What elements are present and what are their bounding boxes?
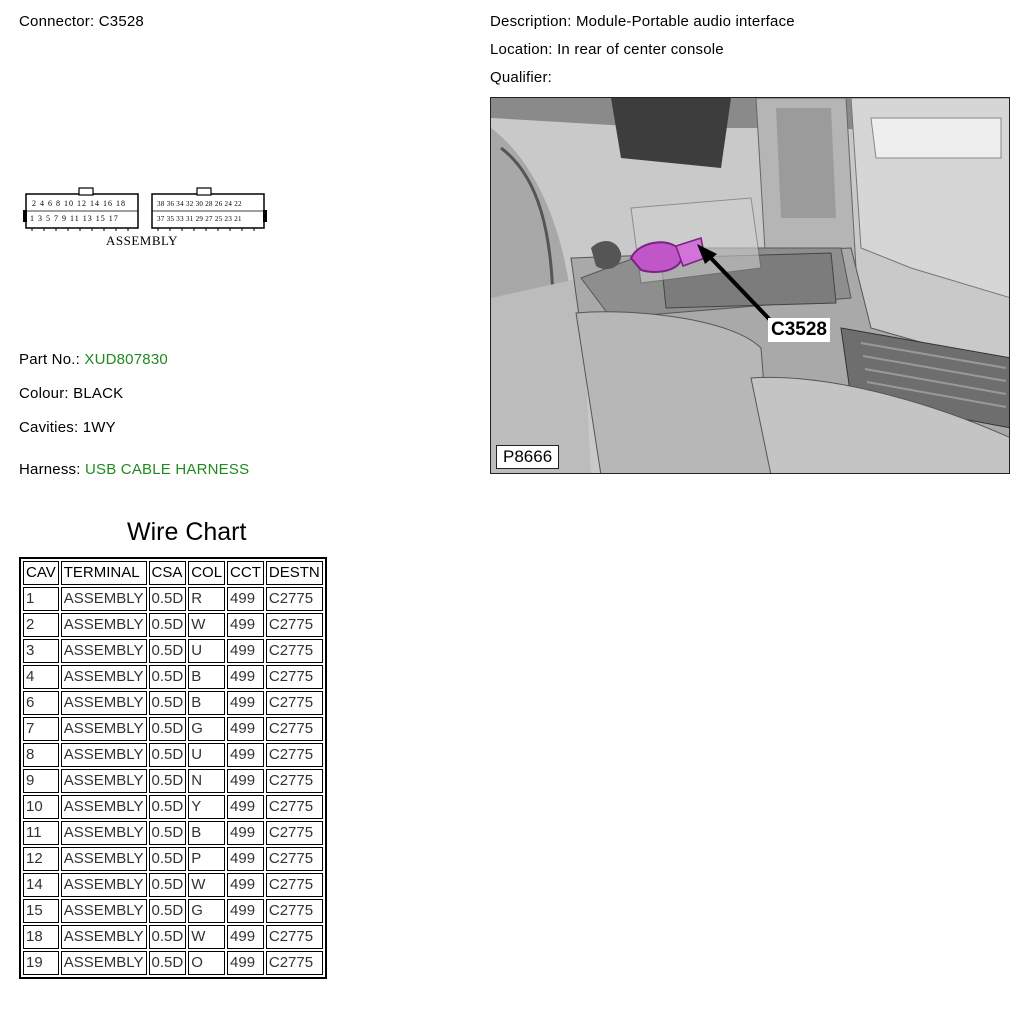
column-header-col: COL [188, 561, 225, 585]
cell-destn: C2775 [266, 743, 323, 767]
cell-terminal: ASSEMBLY [61, 639, 147, 663]
cell-col: W [188, 925, 225, 949]
wire-chart-header-row [23, 561, 323, 585]
cell-destn: C2775 [266, 821, 323, 845]
cell-csa: 0.5D [149, 691, 187, 715]
cell-destn: C2775 [266, 795, 323, 819]
cell-cct: 499 [227, 821, 264, 845]
connector-label: Connector: [19, 13, 95, 30]
wire-chart-body [23, 587, 323, 975]
cell-terminal: ASSEMBLY [61, 951, 147, 975]
table-row [23, 639, 323, 663]
cell-col: G [188, 717, 225, 741]
left-bottom-pin-numbers: 1 3 5 7 9 11 13 15 17 [30, 214, 119, 223]
cell-csa: 0.5D [149, 847, 187, 871]
cell-cct: 499 [227, 691, 264, 715]
cell-col: O [188, 951, 225, 975]
cell-col: U [188, 743, 225, 767]
qualifier-field [490, 69, 552, 86]
cell-cct: 499 [227, 925, 264, 949]
cell-cav: 19 [23, 951, 59, 975]
cell-destn: C2775 [266, 587, 323, 611]
table-row [23, 769, 323, 793]
table-row [23, 665, 323, 689]
console-illustration [491, 98, 1010, 474]
cell-col: W [188, 613, 225, 637]
cell-cct: 499 [227, 847, 264, 871]
cell-csa: 0.5D [149, 613, 187, 637]
colour-field [19, 385, 123, 402]
cell-csa: 0.5D [149, 795, 187, 819]
qualifier-label: Qualifier: [490, 69, 553, 86]
cell-cav: 18 [23, 925, 59, 949]
cell-destn: C2775 [266, 613, 323, 637]
cell-col: B [188, 665, 225, 689]
cell-terminal: ASSEMBLY [61, 743, 147, 767]
cell-csa: 0.5D [149, 951, 187, 975]
cell-destn: C2775 [266, 639, 323, 663]
cell-destn: C2775 [266, 717, 323, 741]
table-row [23, 795, 323, 819]
table-row [23, 847, 323, 871]
cell-destn: C2775 [266, 925, 323, 949]
cell-col: W [188, 873, 225, 897]
cell-cav: 4 [23, 665, 59, 689]
table-row [23, 899, 323, 923]
cell-col: U [188, 639, 225, 663]
colour-label: Colour: [19, 385, 69, 402]
column-header-cct: CCT [227, 561, 264, 585]
cell-cct: 499 [227, 795, 264, 819]
table-row [23, 925, 323, 949]
cell-terminal: ASSEMBLY [61, 613, 147, 637]
cell-cav: 11 [23, 821, 59, 845]
cell-terminal: ASSEMBLY [61, 873, 147, 897]
cell-cct: 499 [227, 639, 264, 663]
connector-field [19, 13, 144, 30]
table-row [23, 951, 323, 975]
cell-terminal: ASSEMBLY [61, 717, 147, 741]
location-field [490, 41, 724, 58]
harness-label: Harness: [19, 461, 81, 478]
wire-chart-title: Wire Chart [127, 518, 247, 546]
cell-terminal: ASSEMBLY [61, 821, 147, 845]
table-row [23, 743, 323, 767]
cell-col: Y [188, 795, 225, 819]
cell-cav: 1 [23, 587, 59, 611]
cell-cct: 499 [227, 717, 264, 741]
cell-cct: 499 [227, 951, 264, 975]
cell-cav: 2 [23, 613, 59, 637]
cavities-label: Cavities: [19, 419, 79, 436]
cell-cct: 499 [227, 873, 264, 897]
part-number-field [19, 351, 168, 368]
harness-link[interactable]: USB CABLE HARNESS [85, 461, 250, 478]
photo-callout-label: C3528 [768, 318, 830, 342]
column-header-csa: CSA [149, 561, 187, 585]
right-bottom-pin-numbers: 37 35 33 31 29 27 25 23 21 [157, 215, 242, 223]
cell-csa: 0.5D [149, 717, 187, 741]
part-number-link[interactable]: XUD807830 [84, 351, 168, 368]
cell-cav: 12 [23, 847, 59, 871]
cell-col: N [188, 769, 225, 793]
table-row [23, 587, 323, 611]
cell-cav: 3 [23, 639, 59, 663]
table-row [23, 873, 323, 897]
connector-value: C3528 [98, 13, 144, 30]
column-header-cav: CAV [23, 561, 59, 585]
drawing-caption: ASSEMBLY [106, 233, 179, 248]
cell-csa: 0.5D [149, 769, 187, 793]
cell-cct: 499 [227, 665, 264, 689]
location-label: Location: [490, 41, 553, 58]
cell-csa: 0.5D [149, 925, 187, 949]
colour-value: BLACK [73, 385, 124, 402]
description-label: Description: [490, 13, 572, 30]
column-header-destn: DESTN [266, 561, 323, 585]
cell-terminal: ASSEMBLY [61, 665, 147, 689]
connector-left-half [23, 188, 138, 231]
cell-csa: 0.5D [149, 899, 187, 923]
table-row [23, 613, 323, 637]
table-row [23, 691, 323, 715]
photo-reference-number: P8666 [496, 445, 559, 469]
cell-cct: 499 [227, 899, 264, 923]
left-top-pin-numbers: 2 4 6 8 10 12 14 16 18 [32, 199, 126, 208]
cell-col: B [188, 821, 225, 845]
location-value: In rear of center console [557, 41, 724, 58]
cell-csa: 0.5D [149, 743, 187, 767]
cell-col: P [188, 847, 225, 871]
cell-destn: C2775 [266, 951, 323, 975]
cell-terminal: ASSEMBLY [61, 847, 147, 871]
cell-destn: C2775 [266, 769, 323, 793]
harness-field [19, 461, 249, 478]
connector-location-image [490, 97, 1010, 474]
cell-destn: C2775 [266, 847, 323, 871]
cell-destn: C2775 [266, 665, 323, 689]
wire-chart-table [19, 557, 327, 979]
cell-terminal: ASSEMBLY [61, 587, 147, 611]
cell-cav: 14 [23, 873, 59, 897]
table-row [23, 717, 323, 741]
cell-cav: 6 [23, 691, 59, 715]
cell-cav: 10 [23, 795, 59, 819]
cell-cav: 7 [23, 717, 59, 741]
table-row [23, 821, 323, 845]
cell-terminal: ASSEMBLY [61, 925, 147, 949]
cell-cav: 15 [23, 899, 59, 923]
cell-csa: 0.5D [149, 873, 187, 897]
cell-cct: 499 [227, 613, 264, 637]
cell-cav: 8 [23, 743, 59, 767]
cell-cav: 9 [23, 769, 59, 793]
cell-csa: 0.5D [149, 639, 187, 663]
description-value: Module-Portable audio interface [575, 13, 795, 30]
description-field [490, 13, 795, 30]
cell-destn: C2775 [266, 691, 323, 715]
cell-terminal: ASSEMBLY [61, 769, 147, 793]
cavities-field [19, 419, 116, 436]
cell-csa: 0.5D [149, 665, 187, 689]
column-header-terminal: TERMINAL [61, 561, 147, 585]
part-number-label: Part No.: [19, 351, 80, 368]
cell-csa: 0.5D [149, 587, 187, 611]
cell-cct: 499 [227, 587, 264, 611]
cell-col: B [188, 691, 225, 715]
cell-terminal: ASSEMBLY [61, 899, 147, 923]
cell-terminal: ASSEMBLY [61, 795, 147, 819]
cell-cct: 499 [227, 743, 264, 767]
cell-csa: 0.5D [149, 821, 187, 845]
cell-terminal: ASSEMBLY [61, 691, 147, 715]
connector-right-half [152, 188, 267, 231]
cell-cct: 499 [227, 769, 264, 793]
cavities-value: 1WY [82, 419, 116, 436]
cell-col: G [188, 899, 225, 923]
cell-destn: C2775 [266, 873, 323, 897]
cell-col: R [188, 587, 225, 611]
cell-destn: C2775 [266, 899, 323, 923]
right-top-pin-numbers: 38 36 34 32 30 28 26 24 22 [157, 200, 242, 208]
